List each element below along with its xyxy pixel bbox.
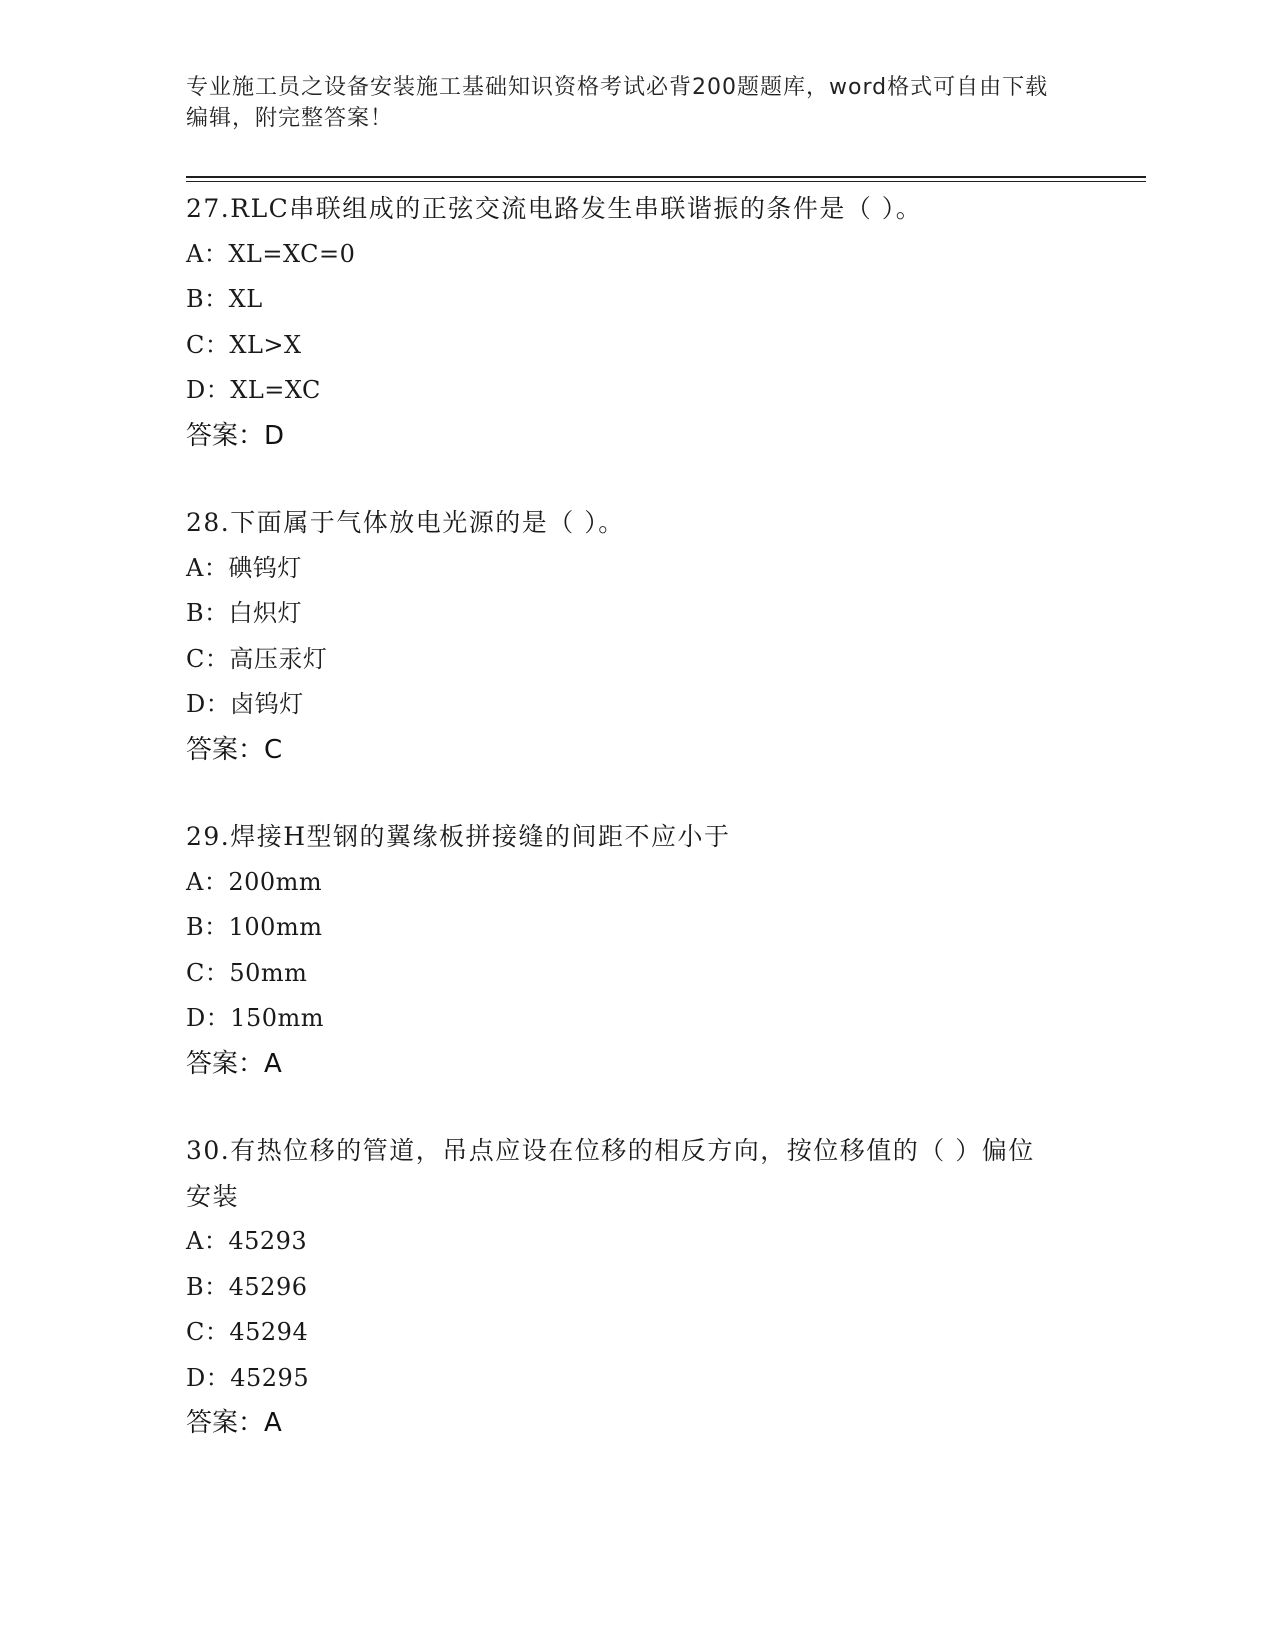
header-divider-thin (186, 181, 1146, 182)
option-a: A：200mm (186, 867, 323, 896)
option-b: B：100mm (186, 913, 323, 941)
answer-line: 答案：A (186, 1408, 282, 1438)
option-c: C：XL>X (186, 330, 302, 359)
option-a: A：45293 (186, 1227, 308, 1255)
question-stem: 28.下面属于气体放电光源的是（ ）。 (186, 508, 625, 537)
option-d: D：卤钨灯 (186, 690, 304, 718)
option-d: D：150mm (186, 1004, 325, 1032)
answer-line: 答案：D (186, 420, 285, 451)
header-divider-thick (186, 176, 1146, 178)
question-stem: 30.有热位移的管道，吊点应设在位移的相反方向，按位移值的（ ）偏位安装 (186, 1136, 1035, 1211)
answer-line: 答案：C (186, 734, 283, 765)
question-stem: 29.焊接H型钢的翼缘板拼接缝的间距不应小于 (186, 822, 731, 851)
question-29 (186, 814, 1146, 1087)
option-c: C：45294 (186, 1318, 309, 1346)
document-header: 专业施工员之设备安装施工基础知识资格考试必背200题题库，word格式可自由下载编辑，附完整答案！ (186, 75, 1049, 131)
question-28 (186, 500, 1146, 773)
question-27 (186, 186, 1146, 459)
answer-line: 答案：A (186, 1048, 282, 1079)
option-a: A：碘钨灯 (186, 553, 302, 582)
option-c: C：50mm (186, 958, 308, 987)
option-d: D：XL=XC (186, 376, 321, 404)
option-c: C：高压汞灯 (186, 644, 328, 673)
option-b: B：45296 (186, 1272, 308, 1301)
option-a: A：XL=XC=0 (186, 239, 356, 268)
document-page (186, 0, 1146, 1650)
option-b: B：白炽灯 (186, 599, 303, 627)
question-stem: 27.RLC串联组成的正弦交流电路发生串联谐振的条件是（ ）。 (186, 194, 923, 223)
question-list (186, 186, 1146, 1488)
option-b: B：XL (186, 285, 263, 313)
option-d: D：45295 (186, 1363, 310, 1392)
question-30 (186, 1128, 1146, 1447)
